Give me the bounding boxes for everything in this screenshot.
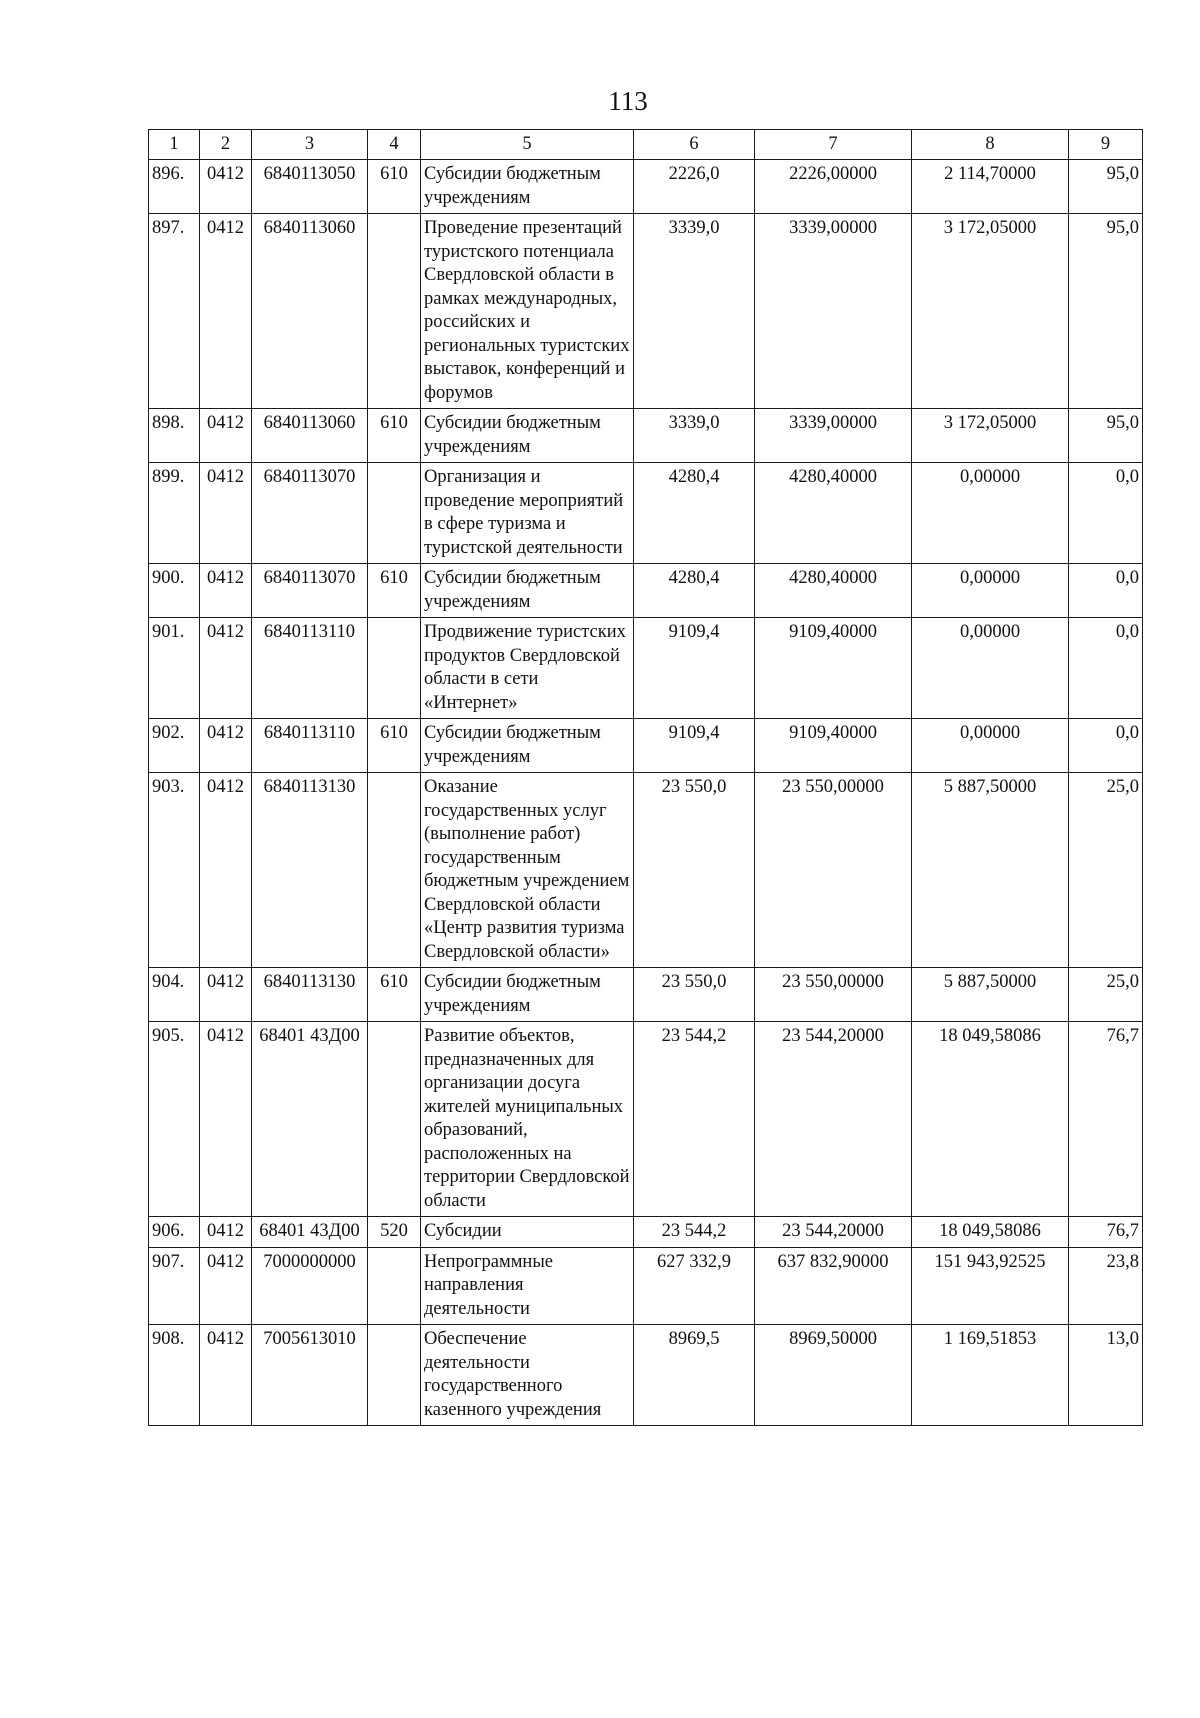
- executed-amount-cell: 0,00000: [912, 719, 1069, 773]
- revised-amount-cell: 23 544,20000: [755, 1022, 912, 1217]
- approved-amount-cell: 627 332,9: [634, 1247, 755, 1325]
- table-header-row: [149, 130, 1143, 160]
- table-row: [149, 1325, 1143, 1426]
- target-article-cell: 68401 43Д00: [252, 1217, 368, 1248]
- section-code-cell: 0412: [200, 1247, 252, 1325]
- revised-amount-cell: 4280,40000: [755, 463, 912, 564]
- expense-kind-cell: 610: [368, 719, 421, 773]
- section-code-cell: 0412: [200, 1217, 252, 1248]
- executed-amount-cell: 5 887,50000: [912, 773, 1069, 968]
- approved-amount-cell: 9109,4: [634, 719, 755, 773]
- execution-percent-cell: 95,0: [1069, 409, 1143, 463]
- table-row: [149, 1247, 1143, 1325]
- expense-kind-cell: 610: [368, 968, 421, 1022]
- executed-amount-cell: 0,00000: [912, 463, 1069, 564]
- item-name-cell: Субсидии бюджетным учреждениям: [421, 409, 634, 463]
- header-cell: 4: [368, 130, 421, 160]
- revised-amount-cell: 2226,00000: [755, 160, 912, 214]
- revised-amount-cell: 3339,00000: [755, 409, 912, 463]
- expense-kind-cell: [368, 1325, 421, 1426]
- item-name-cell: Организация и проведение мероприятий в сфере туризма и туристской деятельности: [421, 463, 634, 564]
- header-cell: 7: [755, 130, 912, 160]
- header-cell: 5: [421, 130, 634, 160]
- section-code-cell: 0412: [200, 564, 252, 618]
- item-name-cell: Субсидии бюджетным учреждениям: [421, 564, 634, 618]
- approved-amount-cell: 23 550,0: [634, 773, 755, 968]
- execution-percent-cell: 25,0: [1069, 968, 1143, 1022]
- budget-table: [148, 129, 1143, 1426]
- execution-percent-cell: 0,0: [1069, 618, 1143, 719]
- revised-amount-cell: 23 550,00000: [755, 773, 912, 968]
- item-name-cell: Субсидии бюджетным учреждениям: [421, 968, 634, 1022]
- target-article-cell: 7000000000: [252, 1247, 368, 1325]
- section-code-cell: 0412: [200, 719, 252, 773]
- section-code-cell: 0412: [200, 1022, 252, 1217]
- expense-kind-cell: 610: [368, 160, 421, 214]
- row-number-cell: 896.: [149, 160, 200, 214]
- row-number-cell: 902.: [149, 719, 200, 773]
- expense-kind-cell: [368, 618, 421, 719]
- approved-amount-cell: 4280,4: [634, 564, 755, 618]
- section-code-cell: 0412: [200, 214, 252, 409]
- execution-percent-cell: 0,0: [1069, 463, 1143, 564]
- execution-percent-cell: 76,7: [1069, 1217, 1143, 1248]
- expense-kind-cell: [368, 773, 421, 968]
- section-code-cell: 0412: [200, 618, 252, 719]
- approved-amount-cell: 3339,0: [634, 214, 755, 409]
- executed-amount-cell: 0,00000: [912, 564, 1069, 618]
- section-code-cell: 0412: [200, 1325, 252, 1426]
- expense-kind-cell: 610: [368, 564, 421, 618]
- target-article-cell: 68401 43Д00: [252, 1022, 368, 1217]
- target-article-cell: 6840113070: [252, 463, 368, 564]
- table-row: [149, 463, 1143, 564]
- row-number-cell: 903.: [149, 773, 200, 968]
- target-article-cell: 6840113130: [252, 773, 368, 968]
- target-article-cell: 6840113050: [252, 160, 368, 214]
- row-number-cell: 907.: [149, 1247, 200, 1325]
- target-article-cell: 6840113060: [252, 214, 368, 409]
- table-row: [149, 564, 1143, 618]
- executed-amount-cell: 18 049,58086: [912, 1217, 1069, 1248]
- item-name-cell: Развитие объектов, предназначенных для организации досуга жителей муниципальных образований, расположенных на территории Свердловской области: [421, 1022, 634, 1217]
- approved-amount-cell: 23 550,0: [634, 968, 755, 1022]
- approved-amount-cell: 23 544,2: [634, 1217, 755, 1248]
- header-cell: 1: [149, 130, 200, 160]
- item-name-cell: Субсидии: [421, 1217, 634, 1248]
- executed-amount-cell: 18 049,58086: [912, 1022, 1069, 1217]
- executed-amount-cell: 3 172,05000: [912, 409, 1069, 463]
- expense-kind-cell: 610: [368, 409, 421, 463]
- row-number-cell: 901.: [149, 618, 200, 719]
- item-name-cell: Субсидии бюджетным учреждениям: [421, 160, 634, 214]
- table-row: [149, 214, 1143, 409]
- execution-percent-cell: 0,0: [1069, 564, 1143, 618]
- approved-amount-cell: 3339,0: [634, 409, 755, 463]
- row-number-cell: 897.: [149, 214, 200, 409]
- target-article-cell: 6840113060: [252, 409, 368, 463]
- revised-amount-cell: 9109,40000: [755, 618, 912, 719]
- approved-amount-cell: 9109,4: [634, 618, 755, 719]
- section-code-cell: 0412: [200, 773, 252, 968]
- table-row: [149, 618, 1143, 719]
- row-number-cell: 904.: [149, 968, 200, 1022]
- expense-kind-cell: [368, 463, 421, 564]
- header-cell: 8: [912, 130, 1069, 160]
- row-number-cell: 906.: [149, 1217, 200, 1248]
- page-number: 113: [608, 86, 648, 116]
- execution-percent-cell: 95,0: [1069, 214, 1143, 409]
- table-row: [149, 773, 1143, 968]
- item-name-cell: Оказание государственных услуг (выполнение работ) государственным бюджетным учреждением Свердловской области «Центр развития туризма Свердловской области»: [421, 773, 634, 968]
- item-name-cell: Продвижение туристских продуктов Свердловской области в сети «Интернет»: [421, 618, 634, 719]
- row-number-cell: 900.: [149, 564, 200, 618]
- table-row: [149, 1022, 1143, 1217]
- item-name-cell: Субсидии бюджетным учреждениям: [421, 719, 634, 773]
- table-row: [149, 1217, 1143, 1248]
- approved-amount-cell: 23 544,2: [634, 1022, 755, 1217]
- revised-amount-cell: 9109,40000: [755, 719, 912, 773]
- executed-amount-cell: 151 943,92525: [912, 1247, 1069, 1325]
- approved-amount-cell: 2226,0: [634, 160, 755, 214]
- execution-percent-cell: 25,0: [1069, 773, 1143, 968]
- section-code-cell: 0412: [200, 160, 252, 214]
- executed-amount-cell: 2 114,70000: [912, 160, 1069, 214]
- revised-amount-cell: 3339,00000: [755, 214, 912, 409]
- executed-amount-cell: 0,00000: [912, 618, 1069, 719]
- target-article-cell: 6840113130: [252, 968, 368, 1022]
- table-row: [149, 968, 1143, 1022]
- target-article-cell: 7005613010: [252, 1325, 368, 1426]
- expense-kind-cell: 520: [368, 1217, 421, 1248]
- expense-kind-cell: [368, 214, 421, 409]
- target-article-cell: 6840113070: [252, 564, 368, 618]
- revised-amount-cell: 23 550,00000: [755, 968, 912, 1022]
- execution-percent-cell: 13,0: [1069, 1325, 1143, 1426]
- header-cell: 3: [252, 130, 368, 160]
- expense-kind-cell: [368, 1247, 421, 1325]
- table-body: [149, 160, 1143, 1426]
- row-number-cell: 898.: [149, 409, 200, 463]
- revised-amount-cell: 8969,50000: [755, 1325, 912, 1426]
- revised-amount-cell: 4280,40000: [755, 564, 912, 618]
- header-cell: 9: [1069, 130, 1143, 160]
- row-number-cell: 908.: [149, 1325, 200, 1426]
- table-row: [149, 719, 1143, 773]
- revised-amount-cell: 637 832,90000: [755, 1247, 912, 1325]
- item-name-cell: Проведение презентаций туристского потенциала Свердловской области в рамках международных, российских и региональных туристских выставок, конференций и форумов: [421, 214, 634, 409]
- item-name-cell: Обеспечение деятельности государственного казенного учреждения: [421, 1325, 634, 1426]
- row-number-cell: 899.: [149, 463, 200, 564]
- row-number-cell: 905.: [149, 1022, 200, 1217]
- table-row: [149, 160, 1143, 214]
- section-code-cell: 0412: [200, 463, 252, 564]
- section-code-cell: 0412: [200, 968, 252, 1022]
- item-name-cell: Непрограммные направления деятельности: [421, 1247, 634, 1325]
- executed-amount-cell: 5 887,50000: [912, 968, 1069, 1022]
- section-code-cell: 0412: [200, 409, 252, 463]
- table-row: [149, 409, 1143, 463]
- target-article-cell: 6840113110: [252, 719, 368, 773]
- execution-percent-cell: 0,0: [1069, 719, 1143, 773]
- header-cell: 6: [634, 130, 755, 160]
- revised-amount-cell: 23 544,20000: [755, 1217, 912, 1248]
- executed-amount-cell: 1 169,51853: [912, 1325, 1069, 1426]
- header-cell: 2: [200, 130, 252, 160]
- execution-percent-cell: 23,8: [1069, 1247, 1143, 1325]
- target-article-cell: 6840113110: [252, 618, 368, 719]
- approved-amount-cell: 8969,5: [634, 1325, 755, 1426]
- expense-kind-cell: [368, 1022, 421, 1217]
- approved-amount-cell: 4280,4: [634, 463, 755, 564]
- execution-percent-cell: 95,0: [1069, 160, 1143, 214]
- execution-percent-cell: 76,7: [1069, 1022, 1143, 1217]
- executed-amount-cell: 3 172,05000: [912, 214, 1069, 409]
